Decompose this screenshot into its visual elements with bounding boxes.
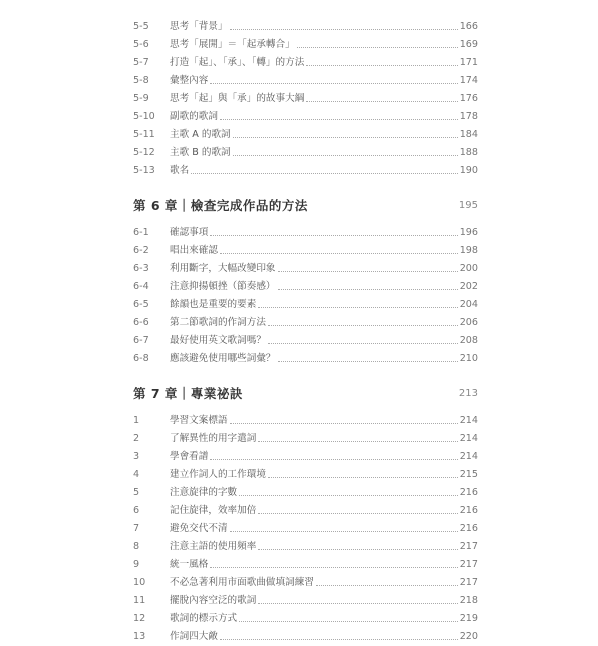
entry-title: 了解異性的用字遣詞 <box>170 433 257 444</box>
toc-entry <box>133 224 478 242</box>
chapter-7-heading <box>133 380 478 406</box>
entry-number: 5-11 <box>133 129 155 140</box>
entry-page-number: 216 <box>459 487 478 498</box>
entry-number: 12 <box>133 613 146 624</box>
toc-entry <box>133 448 478 466</box>
entry-number: 5-10 <box>133 111 155 122</box>
entry-page-number: 169 <box>459 39 478 50</box>
entry-page-number: 198 <box>459 245 478 256</box>
table-of-contents <box>133 18 478 646</box>
entry-title: 注意抑揚頓挫（節奏感） <box>170 281 276 292</box>
entry-number: 6-4 <box>133 281 149 292</box>
toc-entry <box>133 592 478 610</box>
entry-title: 統一風格 <box>170 559 209 570</box>
entry-title: 彙整內容 <box>170 75 209 86</box>
dot-leader <box>220 639 458 640</box>
entry-page-number: 200 <box>459 263 478 274</box>
entry-page-number: 219 <box>459 613 478 624</box>
dot-leader <box>220 119 458 120</box>
toc-entry <box>133 350 478 368</box>
entry-title: 思考「起」與「承」的故事大綱 <box>170 93 305 104</box>
dot-leader <box>278 271 458 272</box>
dot-leader <box>230 29 458 30</box>
toc-entry <box>133 126 478 144</box>
toc-entry <box>133 556 478 574</box>
entry-page-number: 188 <box>459 147 478 158</box>
entry-title: 歌名 <box>170 165 190 176</box>
toc-entry <box>133 278 478 296</box>
entry-title: 學習文案標語 <box>170 415 228 426</box>
entry-page-number: 190 <box>459 165 478 176</box>
entry-number: 5-13 <box>133 165 155 176</box>
entry-number: 9 <box>133 559 140 570</box>
entry-page-number: 196 <box>459 227 478 238</box>
toc-entry <box>133 430 478 448</box>
chapter-7-entries <box>133 412 478 646</box>
dot-leader <box>210 459 457 460</box>
entry-title: 記住旋律，效率加倍 <box>170 505 257 516</box>
dot-leader <box>220 253 458 254</box>
entry-page-number: 202 <box>459 281 478 292</box>
chapter-page-number: 195 <box>458 199 478 211</box>
entry-title: 學會看譜 <box>170 451 209 462</box>
entry-number: 6-5 <box>133 299 149 310</box>
toc-entry <box>133 412 478 430</box>
toc-entry <box>133 610 478 628</box>
toc-entry <box>133 90 478 108</box>
dot-leader <box>297 47 458 48</box>
entry-page-number: 214 <box>459 415 478 426</box>
toc-entry <box>133 260 478 278</box>
toc-entry <box>133 144 478 162</box>
dot-leader <box>268 343 458 344</box>
toc-entry <box>133 574 478 592</box>
entry-page-number: 210 <box>459 353 478 364</box>
entry-title: 應該避免使用哪些詞彙？ <box>170 353 276 364</box>
entry-title: 思考「背景」 <box>170 21 228 32</box>
dot-leader <box>230 531 458 532</box>
toc-entry <box>133 538 478 556</box>
entry-page-number: 217 <box>459 541 478 552</box>
entry-page-number: 166 <box>459 21 478 32</box>
entry-number: 11 <box>133 595 146 606</box>
toc-entry <box>133 242 478 260</box>
toc-entry <box>133 162 478 180</box>
dot-leader <box>316 585 458 586</box>
dot-leader <box>210 567 457 568</box>
entry-number: 6-8 <box>133 353 149 364</box>
entry-number: 6-3 <box>133 263 149 274</box>
toc-entry <box>133 296 478 314</box>
entry-title: 最好使用英文歌詞嗎？ <box>170 335 266 346</box>
entry-number: 7 <box>133 523 140 534</box>
chapter-6-entries <box>133 224 478 368</box>
entry-number: 8 <box>133 541 140 552</box>
toc-entry <box>133 466 478 484</box>
entry-page-number: 216 <box>459 523 478 534</box>
dot-leader <box>306 65 457 66</box>
entry-title: 思考「展開」＝「起承轉合」 <box>170 39 295 50</box>
dot-leader <box>258 307 457 308</box>
entry-number: 13 <box>133 631 146 642</box>
entry-number: 5-7 <box>133 57 149 68</box>
toc-entry <box>133 332 478 350</box>
toc-entry <box>133 54 478 72</box>
dot-leader <box>258 603 457 604</box>
entry-number: 6-2 <box>133 245 149 256</box>
entry-title: 利用斷字，大幅改變印象 <box>170 263 276 274</box>
entry-number: 6-6 <box>133 317 149 328</box>
entry-number: 1 <box>133 415 140 426</box>
entry-page-number: 184 <box>459 129 478 140</box>
chapter-6-heading <box>133 192 478 218</box>
entry-page-number: 178 <box>459 111 478 122</box>
entry-page-number: 208 <box>459 335 478 346</box>
entry-page-number: 216 <box>459 505 478 516</box>
entry-page-number: 217 <box>459 559 478 570</box>
dot-leader <box>278 361 458 362</box>
entry-page-number: 174 <box>459 75 478 86</box>
entry-page-number: 220 <box>459 631 478 642</box>
toc-entry <box>133 18 478 36</box>
entry-number: 10 <box>133 577 146 588</box>
entry-title: 作詞四大敵 <box>170 631 218 642</box>
toc-entry <box>133 502 478 520</box>
entry-number: 2 <box>133 433 140 444</box>
entry-number: 5-8 <box>133 75 149 86</box>
entry-number: 5-12 <box>133 147 155 158</box>
entry-title: 打造「起」、「承」、「轉」的方法 <box>170 57 305 68</box>
entry-title: 建立作詞人的工作環境 <box>170 469 266 480</box>
dot-leader <box>278 289 458 290</box>
entry-title: 副歌的歌詞 <box>170 111 218 122</box>
dot-leader <box>268 325 458 326</box>
entry-page-number: 171 <box>459 57 478 68</box>
dot-leader <box>268 477 458 478</box>
entry-title: 主歌 A 的歌詞 <box>170 129 231 140</box>
section-5-entries <box>133 18 478 180</box>
dot-leader <box>239 621 458 622</box>
entry-page-number: 204 <box>459 299 478 310</box>
entry-title: 主歌 B 的歌詞 <box>170 147 231 158</box>
entry-number: 5-5 <box>133 21 149 32</box>
dot-leader <box>306 101 457 102</box>
dot-leader <box>258 549 457 550</box>
entry-title: 餘韻也是重要的要素 <box>170 299 257 310</box>
entry-title: 擺脫內容空泛的歌詞 <box>170 595 257 606</box>
entry-page-number: 215 <box>459 469 478 480</box>
dot-leader <box>233 137 458 138</box>
entry-number: 5-9 <box>133 93 149 104</box>
chapter-page-number: 213 <box>458 387 478 399</box>
entry-title: 確認事項 <box>170 227 209 238</box>
toc-entry <box>133 314 478 332</box>
entry-page-number: 214 <box>459 433 478 444</box>
dot-leader <box>239 495 458 496</box>
toc-entry <box>133 72 478 90</box>
entry-number: 4 <box>133 469 140 480</box>
dot-leader <box>233 155 458 156</box>
entry-title: 注意旋律的字數 <box>170 487 238 498</box>
dot-leader <box>258 513 457 514</box>
entry-title: 唱出來確認 <box>170 245 218 256</box>
entry-page-number: 176 <box>459 93 478 104</box>
entry-title: 第二節歌詞的作詞方法 <box>170 317 266 328</box>
entry-number: 6-1 <box>133 227 149 238</box>
dot-leader <box>210 235 457 236</box>
entry-title: 注意主語的使用頻率 <box>170 541 257 552</box>
toc-entry <box>133 108 478 126</box>
entry-number: 5-6 <box>133 39 149 50</box>
entry-number: 6 <box>133 505 140 516</box>
entry-number: 6-7 <box>133 335 149 346</box>
toc-entry <box>133 36 478 54</box>
entry-page-number: 217 <box>459 577 478 588</box>
entry-page-number: 206 <box>459 317 478 328</box>
entry-title: 不必急著利用市面歌曲做填詞練習 <box>170 577 314 588</box>
dot-leader <box>230 423 458 424</box>
toc-entry <box>133 520 478 538</box>
entry-number: 5 <box>133 487 140 498</box>
dot-leader <box>191 173 458 174</box>
entry-page-number: 214 <box>459 451 478 462</box>
chapter-title: 第 6 章｜檢查完成作品的方法 <box>133 198 308 213</box>
dot-leader <box>258 441 457 442</box>
entry-title: 避免交代不清 <box>170 523 228 534</box>
entry-title: 歌詞的標示方式 <box>170 613 238 624</box>
entry-page-number: 218 <box>459 595 478 606</box>
chapter-title: 第 7 章｜專業祕訣 <box>133 386 243 401</box>
entry-number: 3 <box>133 451 140 462</box>
toc-entry <box>133 628 478 646</box>
toc-entry <box>133 484 478 502</box>
dot-leader <box>210 83 457 84</box>
